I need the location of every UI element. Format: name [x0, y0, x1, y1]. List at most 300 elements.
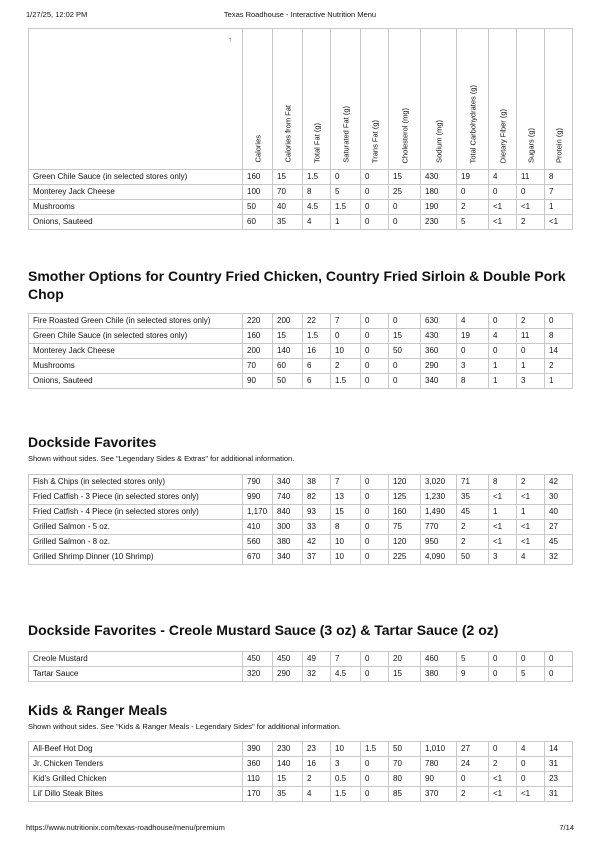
nutrient-value: 780	[421, 757, 457, 772]
nutrient-value: 170	[243, 787, 273, 802]
nutrient-value: 4	[489, 329, 517, 344]
nutrient-value: 990	[243, 490, 273, 505]
nutrient-value: 0	[361, 652, 389, 667]
column-header-row	[29, 29, 573, 170]
nutrient-value: 0	[517, 185, 545, 200]
nutrient-value: 32	[303, 667, 331, 682]
col-total-fat: Total Fat (g)	[303, 29, 331, 170]
nutrient-value: 100	[243, 185, 273, 200]
nutrient-value: 75	[389, 520, 421, 535]
nutrient-value: 7	[331, 652, 361, 667]
nutrient-value: 1.5	[331, 374, 361, 389]
nutrient-value: 0	[361, 535, 389, 550]
nutrient-value: 190	[421, 200, 457, 215]
nutrient-value: 670	[243, 550, 273, 565]
nutrient-value: 4	[517, 550, 545, 565]
nutrient-value: 2	[517, 314, 545, 329]
item-name: Monterey Jack Cheese	[29, 344, 243, 359]
nutrient-value: 8	[331, 520, 361, 535]
table-row	[29, 215, 573, 230]
nutrition-table-sauces	[28, 651, 573, 682]
nutrient-value: <1	[489, 787, 517, 802]
nutrient-value: 140	[273, 757, 303, 772]
nutrient-value: 0	[517, 757, 545, 772]
nutrient-value: 70	[273, 185, 303, 200]
nutrient-value: 430	[421, 329, 457, 344]
nutrient-value: 20	[389, 652, 421, 667]
nutrient-value: 740	[273, 490, 303, 505]
nutrient-value: 230	[421, 215, 457, 230]
nutrient-value: 0	[361, 490, 389, 505]
nutrient-value: 0	[389, 374, 421, 389]
nutrient-value: 2	[331, 359, 361, 374]
nutrient-value: 0	[489, 185, 517, 200]
nutrient-value: 42	[545, 475, 573, 490]
nutrient-value: 380	[273, 535, 303, 550]
nutrient-value: 0	[389, 215, 421, 230]
nutrient-value: 0	[361, 475, 389, 490]
nutrient-value: 1,490	[421, 505, 457, 520]
nutrient-value: 2	[489, 757, 517, 772]
nutrient-value: 16	[303, 344, 331, 359]
nutrient-value: 410	[243, 520, 273, 535]
nutrient-value: 230	[273, 742, 303, 757]
item-name: Lil' Dillo Steak Bites	[29, 787, 243, 802]
nutrient-value: 4.5	[303, 200, 331, 215]
nutrient-value: 120	[389, 535, 421, 550]
nutrient-value: 140	[273, 344, 303, 359]
nutrient-value: 125	[389, 490, 421, 505]
nutrient-value: 8	[545, 170, 573, 185]
nutrient-value: 32	[545, 550, 573, 565]
table-row	[29, 374, 573, 389]
nutrient-value: 0	[517, 772, 545, 787]
table-row	[29, 757, 573, 772]
table-row	[29, 550, 573, 565]
nutrient-value: 1.5	[303, 329, 331, 344]
nutrient-value: 0	[545, 314, 573, 329]
nutrient-value: 50	[243, 200, 273, 215]
nutrient-value: 38	[303, 475, 331, 490]
item-name: Mushrooms	[29, 200, 243, 215]
nutrient-value: 0	[361, 185, 389, 200]
nutrient-value: 320	[243, 667, 273, 682]
section-title: Kids & Ranger Meals	[28, 702, 168, 718]
table-row	[29, 200, 573, 215]
item-column-header	[29, 29, 243, 170]
nutrient-value: 0	[389, 359, 421, 374]
item-name: Green Chile Sauce (in selected stores only)	[29, 329, 243, 344]
table-row	[29, 520, 573, 535]
nutrient-value: 0	[457, 344, 489, 359]
nutrient-value: 0	[361, 757, 389, 772]
nutrient-value: 340	[421, 374, 457, 389]
nutrient-value: 340	[273, 550, 303, 565]
nutrient-value: 15	[389, 329, 421, 344]
nutrient-value: 10	[331, 344, 361, 359]
nutrient-value: 37	[303, 550, 331, 565]
nutrient-value: <1	[517, 535, 545, 550]
nutrient-value: 71	[457, 475, 489, 490]
nutrient-value: 0	[361, 520, 389, 535]
nutrient-value: 0	[361, 787, 389, 802]
table-row	[29, 170, 573, 185]
item-name: Grilled Salmon - 5 oz.	[29, 520, 243, 535]
nutrient-value: 2	[457, 520, 489, 535]
nutrient-value: 33	[303, 520, 331, 535]
table-row	[29, 475, 573, 490]
nutrient-value: 14	[545, 344, 573, 359]
nutrient-value: 42	[303, 535, 331, 550]
table-row	[29, 505, 573, 520]
nutrient-value: 1	[489, 374, 517, 389]
item-name: Fish & Chips (in selected stores only)	[29, 475, 243, 490]
nutrient-value: 110	[243, 772, 273, 787]
table-row	[29, 185, 573, 200]
nutrient-value: 9	[457, 667, 489, 682]
item-name: Grilled Shrimp Dinner (10 Shrimp)	[29, 550, 243, 565]
nutrient-value: 0	[361, 170, 389, 185]
nutrient-value: 49	[303, 652, 331, 667]
nutrient-value: 220	[243, 314, 273, 329]
nutrient-value: 7	[331, 314, 361, 329]
nutrient-value: 0	[489, 344, 517, 359]
item-name: Jr. Chicken Tenders	[29, 757, 243, 772]
nutrient-value: 70	[243, 359, 273, 374]
nutrient-value: 3	[457, 359, 489, 374]
nutrient-value: 180	[421, 185, 457, 200]
nutrient-value: 50	[389, 742, 421, 757]
col-protein: Protein (g)	[545, 29, 573, 170]
table-row	[29, 772, 573, 787]
nutrient-value: 4,090	[421, 550, 457, 565]
nutrient-value: 1,010	[421, 742, 457, 757]
nutrient-value: 15	[273, 329, 303, 344]
nutrient-value: 0	[489, 652, 517, 667]
nutrient-value: 1,230	[421, 490, 457, 505]
nutrient-value: 0	[331, 170, 361, 185]
nutrient-value: 10	[331, 550, 361, 565]
nutrient-value: 5	[331, 185, 361, 200]
nutrient-value: 0	[545, 667, 573, 682]
nutrient-value: 790	[243, 475, 273, 490]
nutrient-value: 360	[421, 344, 457, 359]
nutrient-value: 225	[389, 550, 421, 565]
page-footer	[26, 823, 574, 835]
nutrient-value: 15	[389, 667, 421, 682]
col-sugars: Sugars (g)	[517, 29, 545, 170]
item-name: Tartar Sauce	[29, 667, 243, 682]
nutrient-value: 0	[361, 550, 389, 565]
nutrient-value: 370	[421, 787, 457, 802]
nutrient-value: 10	[331, 742, 361, 757]
nutrient-value: 15	[331, 505, 361, 520]
nutrient-value: 770	[421, 520, 457, 535]
nutrient-value: 30	[545, 490, 573, 505]
nutrient-value: 0	[489, 314, 517, 329]
item-name: Monterey Jack Cheese	[29, 185, 243, 200]
item-name: Onions, Sauteed	[29, 215, 243, 230]
section-title: Dockside Favorites	[28, 434, 157, 450]
nutrient-value: 31	[545, 757, 573, 772]
nutrient-value: <1	[517, 520, 545, 535]
nutrient-value: 60	[273, 359, 303, 374]
nutrient-value: 5	[457, 215, 489, 230]
nutrient-value: 0	[389, 200, 421, 215]
col-calories: Calories	[243, 29, 273, 170]
nutrient-value: 0	[361, 200, 389, 215]
nutrient-value: 3	[489, 550, 517, 565]
table-row	[29, 535, 573, 550]
nutrient-value: 16	[303, 757, 331, 772]
nutrient-value: <1	[545, 215, 573, 230]
nutrient-value: 1	[517, 505, 545, 520]
section-dockside-favorites	[28, 434, 572, 463]
nutrient-value: 0	[545, 652, 573, 667]
item-name: Fried Catfish - 4 Piece (in selected stores only)	[29, 505, 243, 520]
table-row	[29, 314, 573, 329]
nutrient-value: 3	[331, 757, 361, 772]
page-title: Texas Roadhouse - Interactive Nutrition Menu	[223, 10, 377, 19]
nutrient-value: 8	[457, 374, 489, 389]
nutrient-value: 290	[273, 667, 303, 682]
nutrient-value: 950	[421, 535, 457, 550]
section-smother-options	[28, 268, 572, 303]
nutrient-value: 8	[489, 475, 517, 490]
nutrient-value: 35	[457, 490, 489, 505]
nutrient-value: 93	[303, 505, 331, 520]
nutrient-value: 160	[243, 170, 273, 185]
nutrient-value: <1	[489, 215, 517, 230]
nutrient-value: 1	[517, 359, 545, 374]
nutrient-value: 14	[545, 742, 573, 757]
page-header	[26, 10, 574, 22]
nutrient-value: 35	[273, 787, 303, 802]
nutrient-value: 23	[545, 772, 573, 787]
nutrient-value: 0	[331, 329, 361, 344]
nutrient-value: 19	[457, 170, 489, 185]
nutrient-value: 1,170	[243, 505, 273, 520]
nutrient-value: <1	[489, 490, 517, 505]
table-row	[29, 652, 573, 667]
nutrient-value: 120	[389, 475, 421, 490]
nutrient-value: 6	[303, 359, 331, 374]
nutrient-value: 0	[361, 314, 389, 329]
nutrient-value: 11	[517, 170, 545, 185]
item-name: Onions, Sauteed	[29, 374, 243, 389]
nutrient-value: 3,020	[421, 475, 457, 490]
col-saturated-fat: Saturated Fat (g)	[331, 29, 361, 170]
nutrient-value: 360	[243, 757, 273, 772]
nutrient-value: 23	[303, 742, 331, 757]
col-calories-from-fat: Calories from Fat	[273, 29, 303, 170]
nutrient-value: 450	[243, 652, 273, 667]
nutrient-value: 160	[243, 329, 273, 344]
nutrient-value: 4	[489, 170, 517, 185]
nutrient-value: 0	[457, 185, 489, 200]
nutrient-value: 2	[303, 772, 331, 787]
nutrient-value: <1	[517, 787, 545, 802]
section-title: Dockside Favorites - Creole Mustard Sauce (3 oz) & Tartar Sauce (2 oz)	[28, 622, 499, 638]
nutrient-value: 1.5	[361, 742, 389, 757]
nutrient-value: 60	[243, 215, 273, 230]
nutrient-value: 15	[389, 170, 421, 185]
nutrient-value: 82	[303, 490, 331, 505]
nutrient-value: 3	[517, 374, 545, 389]
section-title: Smother Options for Country Fried Chicken, Country Fried Sirloin & Double Pork Chop	[28, 268, 566, 302]
table-row	[29, 667, 573, 682]
item-name: Mushrooms	[29, 359, 243, 374]
nutrient-value: 0	[361, 359, 389, 374]
nutrient-value: 7	[545, 185, 573, 200]
nutrient-value: 50	[457, 550, 489, 565]
nutrient-value: <1	[489, 535, 517, 550]
nutrient-value: 6	[303, 374, 331, 389]
nutrient-value: 8	[545, 329, 573, 344]
nutrient-value: 50	[273, 374, 303, 389]
col-trans-fat: Trans Fat (g)	[361, 29, 389, 170]
nutrient-value: 390	[243, 742, 273, 757]
table-row	[29, 329, 573, 344]
nutrient-value: 340	[273, 475, 303, 490]
col-sodium: Sodium (mg)	[421, 29, 457, 170]
col-dietary-fiber: Dietary Fiber (g)	[489, 29, 517, 170]
nutrient-value: 8	[303, 185, 331, 200]
nutrient-value: 25	[389, 185, 421, 200]
nutrient-value: 160	[389, 505, 421, 520]
nutrient-value: 430	[421, 170, 457, 185]
nutrient-value: 4	[303, 215, 331, 230]
section-note: Shown without sides. See "Kids & Ranger Meals - Legendary Sides" for additional information.	[28, 721, 341, 731]
nutrient-value: 1	[489, 505, 517, 520]
nutrient-value: 0	[361, 667, 389, 682]
nutrient-value: 11	[517, 329, 545, 344]
nutrient-value: 2	[517, 215, 545, 230]
nutrient-value: 450	[273, 652, 303, 667]
nutrient-value: 4.5	[331, 667, 361, 682]
nutrient-value: 90	[243, 374, 273, 389]
item-name: All-Beef Hot Dog	[29, 742, 243, 757]
nutrient-value: 45	[545, 535, 573, 550]
page-number: 7/14	[559, 823, 574, 832]
nutrient-value: 31	[545, 787, 573, 802]
nutrient-value: 5	[457, 652, 489, 667]
item-name: Fire Roasted Green Chile (in selected stores only)	[29, 314, 243, 329]
nutrition-table-toppings	[28, 28, 573, 230]
nutrient-value: 70	[389, 757, 421, 772]
nutrient-value: 2	[457, 787, 489, 802]
source-url: https://www.nutritionix.com/texas-roadhouse/menu/premium	[26, 823, 225, 832]
table-row	[29, 344, 573, 359]
nutrient-value: 0	[517, 344, 545, 359]
nutrient-value: 1	[331, 215, 361, 230]
nutrient-value: 0	[489, 742, 517, 757]
nutrient-value: 0.5	[331, 772, 361, 787]
nutrient-value: 630	[421, 314, 457, 329]
item-name: Kid's Grilled Chicken	[29, 772, 243, 787]
nutrient-value: 45	[457, 505, 489, 520]
nutrient-value: <1	[517, 490, 545, 505]
nutrient-value: 5	[517, 667, 545, 682]
nutrient-value: 1	[545, 200, 573, 215]
nutrient-value: 2	[517, 475, 545, 490]
nutrient-value: 80	[389, 772, 421, 787]
nutrient-value: 560	[243, 535, 273, 550]
nutrient-value: 13	[331, 490, 361, 505]
nutrient-value: 1.5	[331, 787, 361, 802]
nutrient-value: 50	[389, 344, 421, 359]
item-name: Green Chile Sauce (in selected stores only)	[29, 170, 243, 185]
nutrient-value: 1	[545, 374, 573, 389]
nutrient-value: 1.5	[331, 200, 361, 215]
nutrition-table-kids	[28, 741, 573, 802]
nutrient-value: 4	[303, 787, 331, 802]
table-row	[29, 490, 573, 505]
item-name: Creole Mustard	[29, 652, 243, 667]
nutrition-table-dockside	[28, 474, 573, 565]
table-row	[29, 359, 573, 374]
item-name: Grilled Salmon - 8 oz.	[29, 535, 243, 550]
section-note: Shown without sides. See "Legendary Sides & Extras" for additional information.	[28, 453, 295, 463]
nutrient-value: 15	[273, 170, 303, 185]
table-row	[29, 742, 573, 757]
nutrient-value: 85	[389, 787, 421, 802]
print-datetime: 1/27/25, 12:02 PM	[26, 10, 88, 19]
nutrient-value: 380	[421, 667, 457, 682]
nutrient-value: 4	[457, 314, 489, 329]
nutrient-value: 7	[331, 475, 361, 490]
nutrient-value: 19	[457, 329, 489, 344]
nutrient-value: 290	[421, 359, 457, 374]
nutrient-value: 840	[273, 505, 303, 520]
nutrient-value: 1	[489, 359, 517, 374]
nutrient-value: 200	[273, 314, 303, 329]
nutrient-value: 0	[361, 374, 389, 389]
nutrient-value: <1	[489, 772, 517, 787]
col-total-carbohydrates: Total Carbohydrates (g)	[457, 29, 489, 170]
nutrient-value: 1.5	[303, 170, 331, 185]
section-dockside-sauces	[28, 622, 572, 640]
nutrient-value: 35	[273, 215, 303, 230]
nutrient-value: 27	[457, 742, 489, 757]
nutrient-value: 0	[361, 772, 389, 787]
nutrient-value: 300	[273, 520, 303, 535]
nutrient-value: 40	[273, 200, 303, 215]
nutrient-value: 2	[457, 200, 489, 215]
nutrient-value: 10	[331, 535, 361, 550]
table-row	[29, 787, 573, 802]
nutrient-value: 0	[517, 652, 545, 667]
nutrition-table-smother-options	[28, 313, 573, 389]
nutrient-value: 0	[361, 344, 389, 359]
item-name: Fried Catfish - 3 Piece (in selected stores only)	[29, 490, 243, 505]
nutrient-value: 90	[421, 772, 457, 787]
nutrient-value: 24	[457, 757, 489, 772]
nutrient-value: 0	[361, 505, 389, 520]
col-cholesterol: Cholesterol (mg)	[389, 29, 421, 170]
nutrient-value: 2	[545, 359, 573, 374]
nutrient-value: 0	[457, 772, 489, 787]
section-kids-ranger-meals	[28, 702, 572, 731]
nutrient-value: 200	[243, 344, 273, 359]
nutrient-value: <1	[489, 200, 517, 215]
nutrient-value: 0	[389, 314, 421, 329]
nutrient-value: 0	[361, 215, 389, 230]
sort-arrow-icon: ↑	[228, 35, 232, 44]
nutrient-value: 22	[303, 314, 331, 329]
nutrient-value: 460	[421, 652, 457, 667]
nutrient-value: 0	[489, 667, 517, 682]
